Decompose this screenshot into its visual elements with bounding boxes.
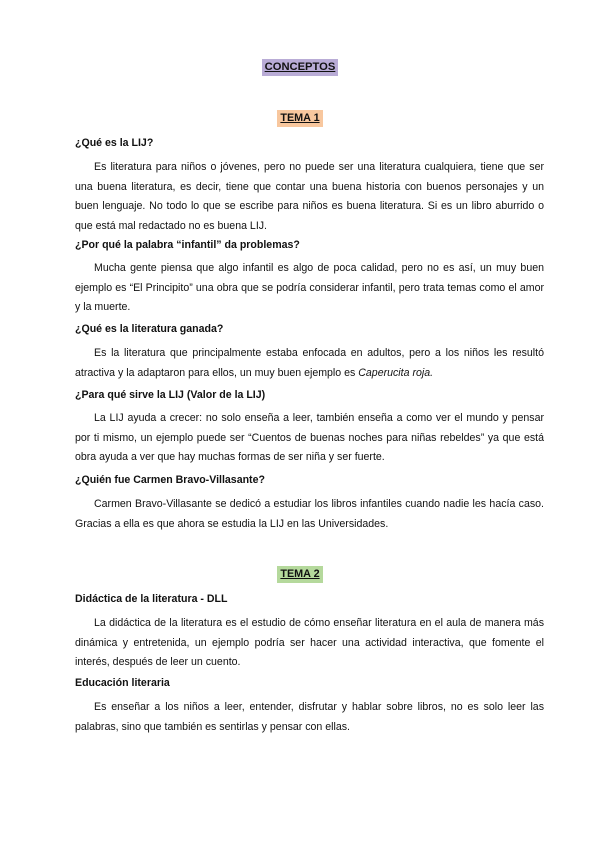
section-body: La LIJ ayuda a crecer: no solo enseña a leer, también enseña a como ver el mundo y pensar por ti mismo, un ejemplo puede ser “Cuentos de buenas noches para niñas rebeldes” ya que está obra ayuda a ver que hay muchas formas de ser niña y ser fuerte. [75, 412, 544, 463]
section-body-text: Es la literatura que principalmente estaba enfocada en adultos, pero a los niños les resultó atractiva y la adaptaron para ellos, un muy buen ejemplo es [75, 347, 544, 379]
section-body: Es enseñar a los niños a leer, entender, disfrutar y hablar sobre libros, no es solo leer las palabras, sino que también es sentirlas y pensar con ellas. [75, 701, 544, 733]
section-heading: Didáctica de la literatura - DLL [75, 593, 228, 605]
section-body-italic: Caperucita roja. [358, 366, 434, 379]
section-body: La didáctica de la literatura es el estudio de cómo enseñar literatura en el aula de manera más dinámica y entretenida, un ejemplo podría ser hacer una actividad interactiva, que fomente el interés, después de leer un cuento. [75, 617, 544, 668]
section-body: Es literatura para niños o jóvenes, pero no puede ser una literatura cualquiera, tiene que ser una buena literatura, es decir, tiene que contar una buena historia con buenos personajes y un buen lenguaje. No todo lo que se escribe para niños es buena literatura. Si es un libro aburrido o que está mal redactado no es buena LIJ. [75, 161, 544, 232]
tema2-label: TEMA 2 [277, 566, 322, 583]
section-heading: ¿Quién fue Carmen Bravo-Villasante? [75, 474, 265, 486]
section-body [75, 344, 544, 383]
section-body: Mucha gente piensa que algo infantil es algo de poca calidad, pero no es así, un muy buen ejemplo es “El Principito” una obra que se podría considerar infantil, pero trata temas como el amor y la muerte. [75, 262, 544, 313]
document-title: CONCEPTOS [262, 59, 339, 76]
tema1-label: TEMA 1 [277, 110, 322, 127]
section-heading: ¿Por qué la palabra “infantil” da problemas? [75, 239, 300, 251]
title-row [0, 59, 600, 76]
section-heading: ¿Qué es la LIJ? [75, 137, 154, 149]
tema2-row [0, 566, 600, 583]
section-heading: ¿Para qué sirve la LIJ (Valor de la LIJ) [75, 389, 266, 401]
section-heading: ¿Qué es la literatura ganada? [75, 323, 224, 335]
section-body: Carmen Bravo-Villasante se dedicó a estudiar los libros infantiles cuando nadie les hacía caso. Gracias a ella es que ahora se estudia la LIJ en las Universidades. [75, 498, 544, 530]
section-heading: Educación literaria [75, 677, 170, 689]
tema1-row [0, 110, 600, 127]
